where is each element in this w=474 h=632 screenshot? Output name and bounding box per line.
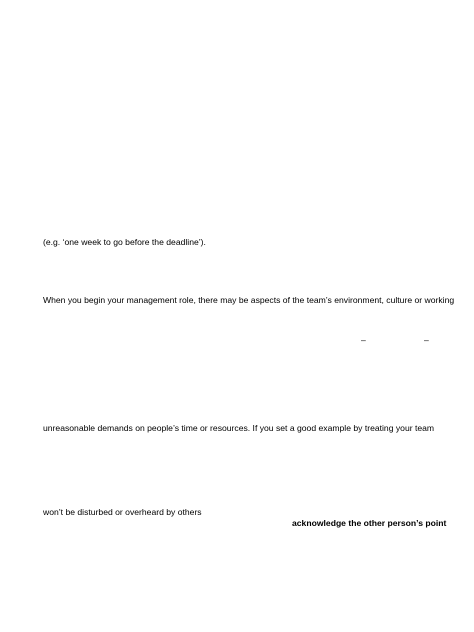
disturbed-text: won’t be disturbed or overheard by others bbox=[43, 507, 202, 517]
acknowledge-heading: acknowledge the other person’s point bbox=[292, 518, 447, 528]
dash-left: – bbox=[361, 335, 366, 345]
example-note-text: (e.g. ‘one week to go before the deadline’). bbox=[43, 237, 206, 247]
management-role-text: When you begin your management role, there may be aspects of the team’s environment, culture or working bbox=[43, 295, 455, 305]
dash-right: – bbox=[424, 335, 429, 345]
demands-text: unreasonable demands on people’s time or resources. If you set a good example by treating your team bbox=[43, 423, 435, 433]
